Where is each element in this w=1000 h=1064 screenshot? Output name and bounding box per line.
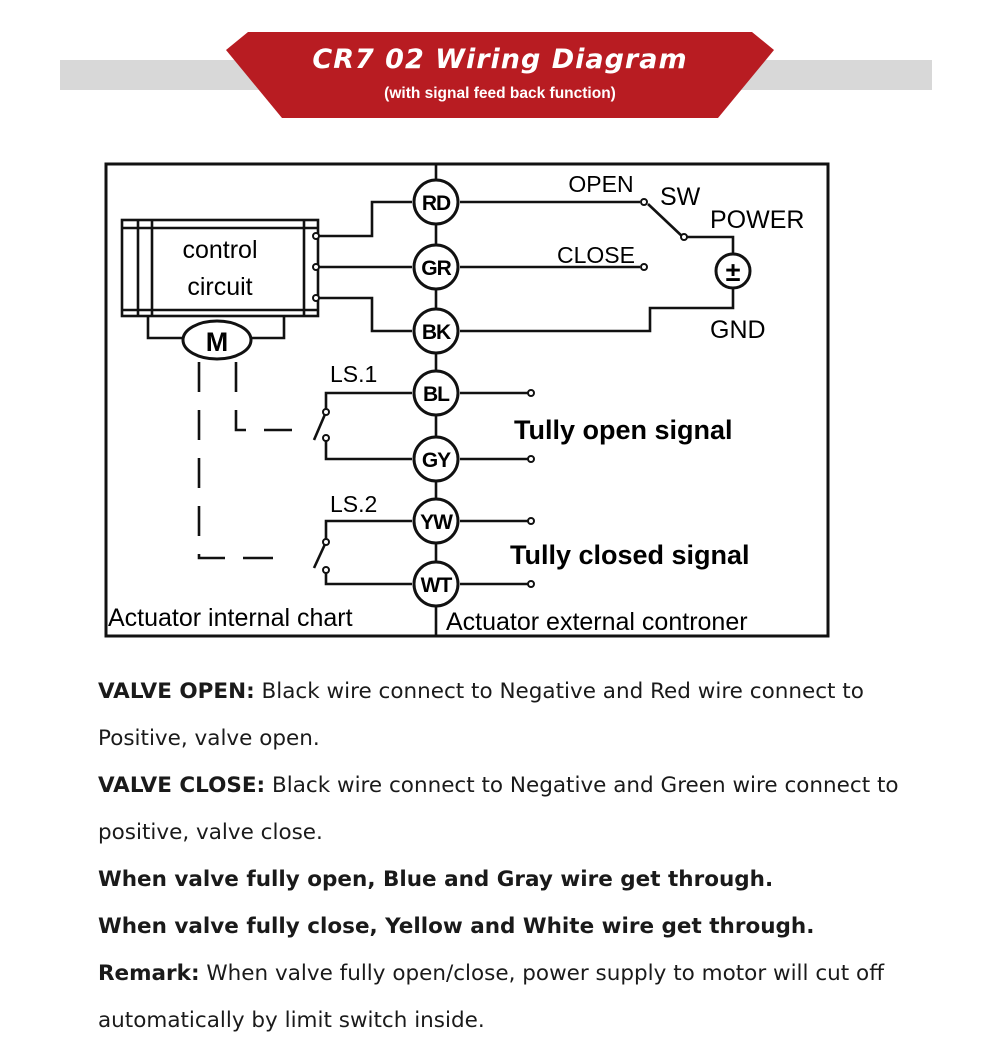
power-label: POWER (710, 206, 805, 234)
valve-open-text: Black wire connect to Negative and Red wire connect to Positive, valve open. (98, 679, 864, 751)
circuit-label: circuit (187, 273, 253, 301)
close-label: CLOSE (557, 242, 635, 268)
wire-node-bl (414, 371, 458, 415)
valve-close-paragraph (98, 762, 958, 856)
internal-chart-label: Actuator internal chart (108, 604, 353, 632)
motor-label: M (205, 327, 229, 357)
svg-text:BK: BK (421, 321, 451, 344)
svg-text:BL: BL (423, 383, 449, 406)
svg-text:YW: YW (420, 511, 452, 534)
control-label: control (182, 236, 258, 264)
control-circuit-block (122, 220, 318, 316)
motor-symbol (183, 321, 251, 359)
valve-close-label: VALVE CLOSE: (98, 773, 266, 798)
wiring-diagram (0, 150, 1000, 650)
remark-label: Remark: (98, 961, 200, 986)
svg-text:WT: WT (420, 574, 452, 597)
power-symbol: ± (725, 257, 741, 287)
wire-node-gr (414, 245, 458, 289)
remark-text: When valve fully open/close, power supply to motor will cut off automatically by limit switch inside. (98, 961, 885, 1033)
fully-open-signal-label: Tully open signal (514, 415, 733, 445)
svg-text:GY: GY (421, 449, 451, 472)
svg-text:RD: RD (421, 192, 451, 215)
sw-label: SW (660, 183, 701, 211)
ls2-label: LS.2 (330, 491, 378, 517)
fully-closed-signal-label: Tully closed signal (510, 540, 750, 570)
open-label: OPEN (568, 171, 634, 197)
valve-close-text: Black wire connect to Negative and Green wire connect to positive, valve close. (98, 773, 899, 845)
wire-node-yw (414, 499, 458, 543)
ls2-linkage (199, 362, 288, 558)
wire-node-wt (414, 562, 458, 606)
gnd-label: GND (710, 316, 766, 344)
svg-text:GR: GR (421, 257, 451, 280)
diagram-subtitle: (with signal feed back function) (384, 85, 616, 102)
valve-open-label: VALVE OPEN: (98, 679, 255, 704)
diagram-title: CR7 02 Wiring Diagram (312, 44, 688, 75)
external-controller-label: Actuator external controner (446, 608, 748, 636)
wiring-description (98, 668, 958, 1044)
power-supply-symbol (716, 254, 750, 288)
remark-paragraph (98, 950, 958, 1044)
valve-open-paragraph (98, 668, 958, 762)
ls1-label: LS.1 (330, 361, 378, 387)
fully-open-note: When valve fully open, Blue and Gray wire get through. (98, 867, 774, 892)
wire-node-gy (414, 437, 458, 481)
ls1-linkage (236, 362, 292, 430)
wire-node-rd (414, 180, 458, 224)
wire-node-bk (414, 309, 458, 353)
fully-close-note: When valve fully close, Yellow and White wire get through. (98, 914, 815, 939)
